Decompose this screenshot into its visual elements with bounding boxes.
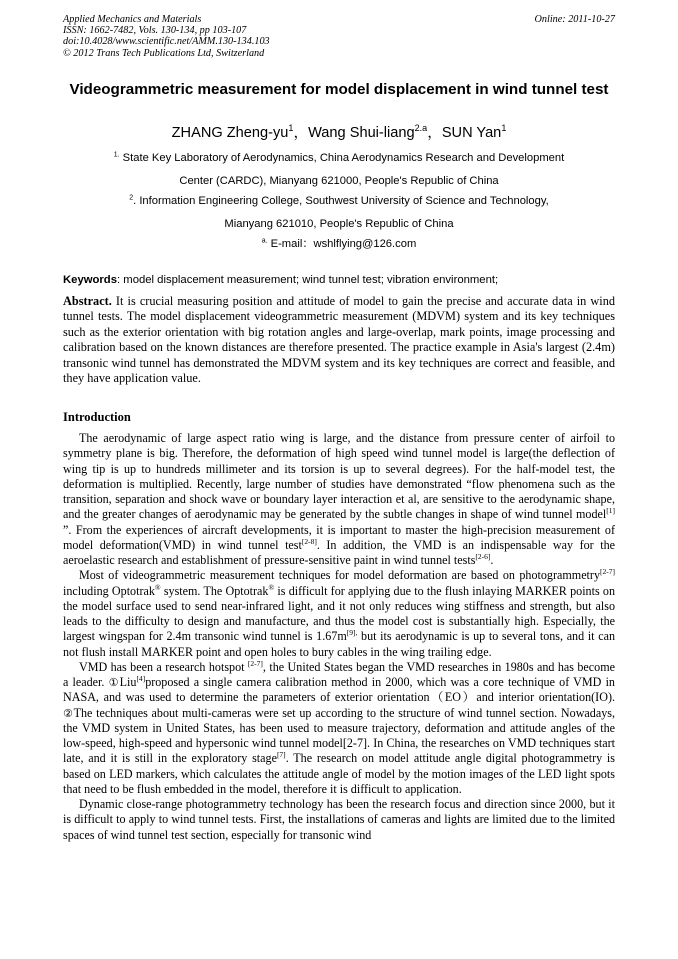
- paragraph-text: but its aerodynamic is up to several tons, and it can not flush install MARKER point and open holes to bury cables in the wing trailing edge.: [63, 629, 615, 659]
- section-heading-introduction: Introduction: [63, 410, 131, 424]
- paper-title: Videogrammetric measurement for model displacement in wind tunnel test: [69, 81, 609, 98]
- citation: [2-6]: [475, 551, 491, 561]
- affiliation-text: State Key Laboratory of Aerodynamics, China Aerodynamics Research and Development: [119, 152, 565, 164]
- abstract-label: Abstract.: [63, 294, 112, 308]
- affiliation-1-line-1: [63, 151, 615, 165]
- paragraph-text: The techniques about multi-cameras were set up according to the structure of wind tunnel section. Nowadays, the VMD system in United States, has been used to measure trajectory, deformation and attitude angles of the low-speed, high-speed and hypersonic wind tunnel model[2-7]. In China, the researches on VMD techniques start late, and it is still in the exploratory stage: [63, 705, 615, 766]
- circled-two-icon: ②: [63, 706, 74, 720]
- paragraph-3: [63, 660, 615, 797]
- author-separator: ，: [293, 125, 309, 141]
- registered-mark: ®: [268, 582, 275, 592]
- paragraph-text: system. The Optotrak: [160, 583, 269, 598]
- abstract-text: It is crucial measuring position and attitude of model to gain the precise and accurate data in wind tunnel tests. The model displacement videogrammetric measurement (MDVM) system and its key techniques such as the exterior orientation with big rotation angles and large-overlap, mark points, image processing and calibration based on the known distances are therefore presented. The practice example in Asia's largest (2.4m) transonic wind tunnel has demonstrated the MDVM system and its key techniques are correct and feasible, and they have application value.: [63, 294, 615, 386]
- doi-line: doi:10.4028/www.scientific.net/AMM.130-134.103: [63, 36, 270, 48]
- author-3: SUN Yan: [441, 125, 502, 141]
- issn-line: ISSN: 1662-7482, Vols. 130-134, pp 103-107: [63, 25, 247, 37]
- affiliation-2-mark: 2: [129, 194, 134, 202]
- journal-name: Applied Mechanics and Materials: [63, 14, 202, 25]
- paragraph-text: .: [490, 553, 494, 567]
- keywords-line: [63, 273, 615, 287]
- paragraph-text: proposed a single camera calibration method in 2000, which was a core technique of VMD in NASA, and was used to determine the parameters of exterior orientation（EO）and interior orientation(IO).: [63, 675, 615, 705]
- author-1-affil: 1: [288, 123, 294, 134]
- citation: [7]: [276, 750, 286, 760]
- email-address: E-mail：wshlflying@126.com: [267, 238, 417, 250]
- keywords-text: : model displacement measurement; wind tunnel test; vibration environment;: [117, 274, 499, 286]
- paragraph-text: Liu: [119, 675, 137, 689]
- citation: [1]: [606, 506, 615, 516]
- affiliation-text: . Information Engineering College, Southwest University of Science and Technology,: [133, 195, 549, 207]
- affiliation-1-mark: 1.: [113, 151, 120, 159]
- affiliation-1-line-2: Center (CARDC), Mianyang 621000, People's Republic of China: [179, 175, 499, 187]
- author-3-affil: 1: [501, 123, 507, 134]
- registered-mark: ®: [154, 582, 161, 592]
- paragraph-text: , the United States began the VMD researches in 1980s and has become a leader.: [63, 659, 615, 689]
- affiliation-2-line-2: Mianyang 621010, People's Republic of China: [224, 218, 454, 230]
- email-line: [63, 237, 615, 251]
- copyright-line: © 2012 Trans Tech Publications Ltd, Switzerland: [63, 47, 265, 59]
- citation: [9],: [346, 628, 358, 638]
- paragraph-text: . The research on model attitude angle digital photogrammetry is based on LED markers, which calculates the attitude angle of model by the motion images of the LED light spots that need to be flush embedded in the model, therefore it is difficult to application.: [63, 751, 615, 796]
- paragraph-2: [63, 568, 615, 660]
- author-separator: ，: [427, 125, 442, 141]
- paragraph-text: is difficult for applying due to the flush inlaying MARKER points on the model surface used to send near-infrared light, and it not only reduces wing stiffness and strength, but also leads to the difficulty to design and manufacture, and thus the model cost is substantially high. Especially, the largest wingspan for 2.4m transonic wind tunnel is 1.67m: [63, 583, 615, 644]
- author-2-affil: 2.a: [414, 123, 428, 134]
- paragraph-1: [63, 431, 615, 568]
- paragraph-text: The aerodynamic of large aspect ratio wing is large, and the distance from pressure center of airfoil to symmetry plane is big. Therefore, the deformation of high speed wind tunnel model is large(the deflection of wing tip is up to hundreds millimeter and its torsion is up to several degrees). For the half-model test, the deformation is multiplied. Recently, large number of studies have demonstrated “flow phenomena such as the transition, separation and shock wave or boundary layer interaction et al, are sensitive to the aerodynamic shape, and the greater changes of aerodynamic may be generated by the subtle changes in shape of wind tunnel model: [63, 431, 615, 522]
- paragraph-text: ”. From the experiences of aircraft developments, it is important to master the high-precision measurement of model deformation(VMD) in wind tunnel test: [63, 522, 615, 552]
- online-date: Online: 2011-10-27: [534, 14, 615, 25]
- introduction-body: [63, 431, 615, 843]
- paragraph-text: . In addition, the VMD is an indispensable way for the aeroelastic research and establishment of pressure-sensitive paint in wind tunnel tests: [63, 537, 615, 567]
- citation: [2-8]: [301, 536, 317, 546]
- author-2: Wang Shui-liang: [308, 125, 415, 141]
- paragraph-text: Most of videogrammetric measurement techniques for model deformation are based on photogrammetry: [79, 568, 600, 583]
- paragraph-text: VMD has been a research hotspot: [79, 659, 248, 674]
- citation: [2-7]: [247, 658, 263, 668]
- citation: [4]: [136, 673, 146, 683]
- abstract: [63, 294, 615, 386]
- citation: [2-7]: [600, 567, 615, 577]
- affiliation-2-line-1: [63, 194, 615, 208]
- email-mark: a.: [261, 237, 268, 245]
- paragraph-4: Dynamic close-range photogrammetry technology has been the research focus and direction since 2000, but it is difficult to apply to wind tunnel tests. First, the installations of cameras and lights are limited due to the limited spaces of wind tunnel test section, especially for transonic wind: [63, 797, 615, 842]
- paragraph-text: including Optotrak: [63, 583, 155, 598]
- circled-one-icon: ①: [108, 676, 120, 689]
- keywords-label: Keywords: [63, 274, 117, 286]
- author-1: ZHANG Zheng-yu: [171, 125, 289, 141]
- author-line: [63, 123, 615, 143]
- journal-header: [63, 14, 615, 59]
